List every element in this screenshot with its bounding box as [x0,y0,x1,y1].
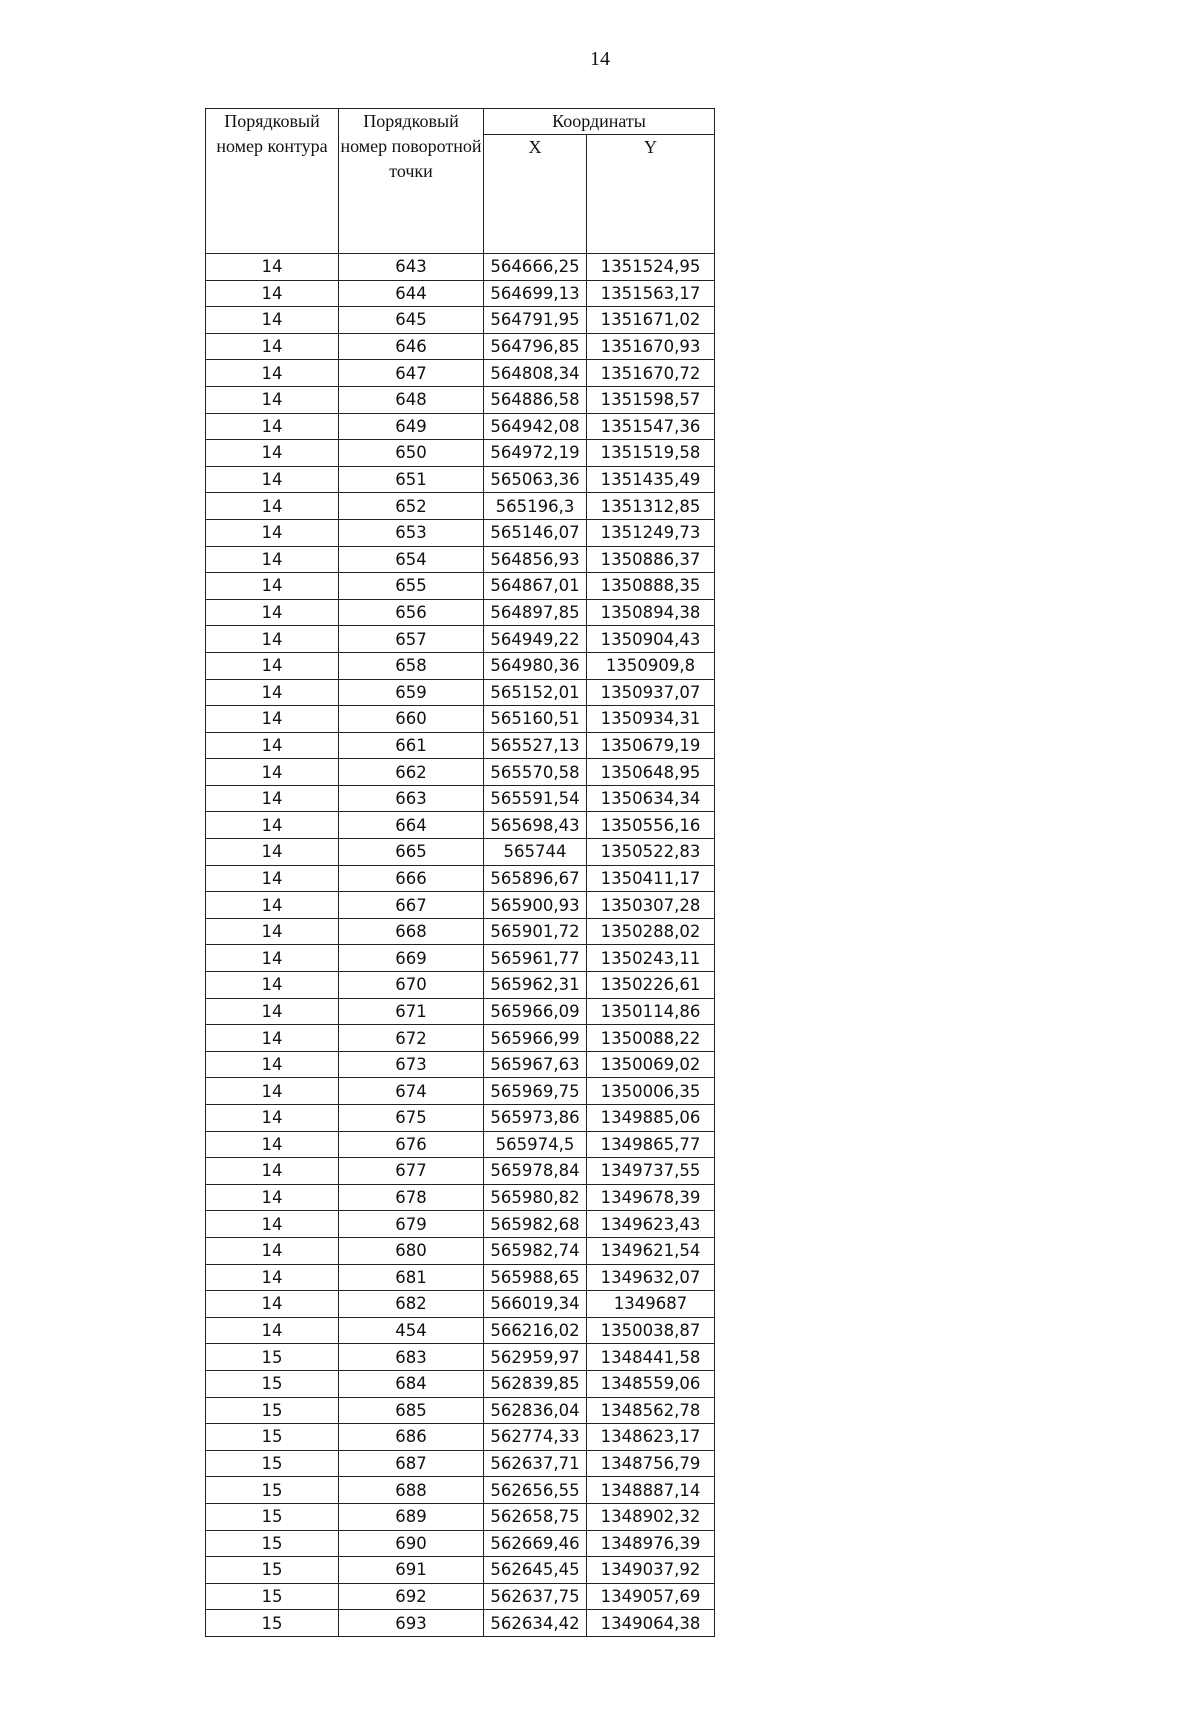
header-y: Y [587,135,715,254]
cell-x: 565982,68 [484,1211,587,1238]
cell-contour-number: 14 [206,1078,339,1105]
cell-y: 1350556,16 [587,812,715,839]
cell-contour-number: 14 [206,519,339,546]
cell-contour-number: 14 [206,493,339,520]
cell-x: 562637,71 [484,1450,587,1477]
cell-point-number: 644 [339,280,484,307]
table-row [206,1557,715,1584]
cell-point-number: 658 [339,652,484,679]
cell-point-number: 653 [339,519,484,546]
table-row [206,1477,715,1504]
table-row [206,626,715,653]
table-row [206,1397,715,1424]
table-row [206,1158,715,1185]
cell-y: 1348976,39 [587,1530,715,1557]
table-row [206,1370,715,1397]
cell-x: 565196,3 [484,493,587,520]
cell-x: 562669,46 [484,1530,587,1557]
header-coordinates: Координаты [484,109,715,135]
table-row [206,599,715,626]
cell-y: 1348902,32 [587,1503,715,1530]
cell-x: 562774,33 [484,1424,587,1451]
cell-x: 562637,75 [484,1583,587,1610]
table-row [206,1051,715,1078]
cell-contour-number: 14 [206,599,339,626]
cell-x: 565527,13 [484,732,587,759]
cell-y: 1350243,11 [587,945,715,972]
cell-x: 564897,85 [484,599,587,626]
table-row [206,1583,715,1610]
cell-y: 1350114,86 [587,998,715,1025]
cell-contour-number: 14 [206,1237,339,1264]
cell-y: 1348441,58 [587,1344,715,1371]
cell-x: 565570,58 [484,759,587,786]
cell-y: 1349621,54 [587,1237,715,1264]
cell-contour-number: 14 [206,1158,339,1185]
cell-x: 562658,75 [484,1503,587,1530]
cell-y: 1348559,06 [587,1370,715,1397]
table-row [206,892,715,919]
cell-point-number: 664 [339,812,484,839]
header-x: X [484,135,587,254]
cell-contour-number: 15 [206,1530,339,1557]
cell-contour-number: 14 [206,466,339,493]
cell-x: 565698,43 [484,812,587,839]
cell-y: 1350909,8 [587,652,715,679]
cell-contour-number: 14 [206,333,339,360]
cell-contour-number: 14 [206,865,339,892]
cell-y: 1349737,55 [587,1158,715,1185]
cell-contour-number: 14 [206,1131,339,1158]
table-row [206,386,715,413]
cell-y: 1351519,58 [587,440,715,467]
cell-contour-number: 14 [206,573,339,600]
cell-y: 1349885,06 [587,1105,715,1132]
cell-contour-number: 14 [206,918,339,945]
cell-contour-number: 14 [206,812,339,839]
cell-point-number: 656 [339,599,484,626]
cell-x: 565901,72 [484,918,587,945]
table-row [206,280,715,307]
cell-point-number: 667 [339,892,484,919]
cell-y: 1351249,73 [587,519,715,546]
cell-point-number: 674 [339,1078,484,1105]
cell-y: 1349623,43 [587,1211,715,1238]
cell-contour-number: 15 [206,1503,339,1530]
cell-point-number: 678 [339,1184,484,1211]
table-row [206,785,715,812]
cell-x: 565961,77 [484,945,587,972]
cell-point-number: 677 [339,1158,484,1185]
cell-x: 564972,19 [484,440,587,467]
cell-contour-number: 14 [206,892,339,919]
cell-contour-number: 14 [206,280,339,307]
cell-x: 565973,86 [484,1105,587,1132]
table-row [206,1291,715,1318]
cell-x: 565962,31 [484,972,587,999]
table-row [206,1503,715,1530]
cell-y: 1351524,95 [587,254,715,281]
cell-x: 564942,08 [484,413,587,440]
cell-point-number: 682 [339,1291,484,1318]
cell-point-number: 670 [339,972,484,999]
cell-contour-number: 14 [206,254,339,281]
table-row [206,865,715,892]
cell-point-number: 673 [339,1051,484,1078]
cell-point-number: 687 [339,1450,484,1477]
cell-y: 1351670,72 [587,360,715,387]
cell-y: 1349865,77 [587,1131,715,1158]
table-row [206,1211,715,1238]
cell-point-number: 662 [339,759,484,786]
cell-contour-number: 14 [206,679,339,706]
cell-y: 1350307,28 [587,892,715,919]
cell-y: 1350038,87 [587,1317,715,1344]
table-row [206,839,715,866]
cell-x: 565974,5 [484,1131,587,1158]
cell-point-number: 690 [339,1530,484,1557]
table-row [206,307,715,334]
table-row [206,254,715,281]
cell-x: 562959,97 [484,1344,587,1371]
table-row [206,732,715,759]
cell-point-number: 645 [339,307,484,334]
table-row [206,360,715,387]
cell-x: 564666,25 [484,254,587,281]
table-row [206,1450,715,1477]
cell-contour-number: 14 [206,360,339,387]
table-row [206,1237,715,1264]
cell-point-number: 685 [339,1397,484,1424]
cell-contour-number: 14 [206,1291,339,1318]
table-row [206,706,715,733]
cell-x: 566019,34 [484,1291,587,1318]
cell-y: 1350634,34 [587,785,715,812]
cell-y: 1350934,31 [587,706,715,733]
cell-point-number: 454 [339,1317,484,1344]
cell-contour-number: 15 [206,1450,339,1477]
cell-x: 565967,63 [484,1051,587,1078]
cell-y: 1348887,14 [587,1477,715,1504]
table-header [206,109,715,254]
cell-point-number: 649 [339,413,484,440]
table-row [206,1078,715,1105]
cell-x: 562836,04 [484,1397,587,1424]
table-row [206,998,715,1025]
cell-contour-number: 14 [206,785,339,812]
cell-point-number: 681 [339,1264,484,1291]
cell-point-number: 661 [339,732,484,759]
cell-y: 1349037,92 [587,1557,715,1584]
cell-y: 1351598,57 [587,386,715,413]
cell-point-number: 651 [339,466,484,493]
cell-y: 1349687 [587,1291,715,1318]
cell-contour-number: 15 [206,1477,339,1504]
cell-point-number: 676 [339,1131,484,1158]
cell-point-number: 659 [339,679,484,706]
cell-point-number: 647 [339,360,484,387]
table-row [206,1131,715,1158]
cell-y: 1351435,49 [587,466,715,493]
table-row [206,1610,715,1637]
cell-contour-number: 14 [206,1051,339,1078]
table-row [206,945,715,972]
cell-contour-number: 14 [206,546,339,573]
cell-contour-number: 15 [206,1344,339,1371]
cell-contour-number: 14 [206,1184,339,1211]
table-row [206,1424,715,1451]
cell-y: 1349064,38 [587,1610,715,1637]
cell-y: 1350886,37 [587,546,715,573]
cell-point-number: 686 [339,1424,484,1451]
cell-contour-number: 15 [206,1583,339,1610]
cell-y: 1350088,22 [587,1025,715,1052]
cell-y: 1348623,17 [587,1424,715,1451]
table-row [206,1344,715,1371]
cell-y: 1348756,79 [587,1450,715,1477]
cell-x: 565978,84 [484,1158,587,1185]
table-row [206,1530,715,1557]
table-row [206,546,715,573]
cell-point-number: 683 [339,1344,484,1371]
cell-point-number: 668 [339,918,484,945]
cell-contour-number: 14 [206,1025,339,1052]
cell-y: 1350904,43 [587,626,715,653]
cell-contour-number: 14 [206,706,339,733]
cell-x: 565966,09 [484,998,587,1025]
page-number: 14 [590,48,610,70]
cell-x: 565980,82 [484,1184,587,1211]
cell-x: 565966,99 [484,1025,587,1052]
table-body [206,254,715,1637]
table-row [206,1264,715,1291]
cell-x: 565969,75 [484,1078,587,1105]
table-row [206,333,715,360]
cell-y: 1350411,17 [587,865,715,892]
cell-x: 564856,93 [484,546,587,573]
cell-y: 1351563,17 [587,280,715,307]
coordinates-table [205,108,715,1637]
header-point-number: Порядковый номер поворотной точки [339,109,484,254]
table-row [206,1317,715,1344]
cell-point-number: 680 [339,1237,484,1264]
cell-y: 1348562,78 [587,1397,715,1424]
cell-contour-number: 14 [206,1105,339,1132]
cell-point-number: 650 [339,440,484,467]
cell-contour-number: 14 [206,998,339,1025]
cell-contour-number: 15 [206,1610,339,1637]
table-row [206,972,715,999]
cell-contour-number: 14 [206,386,339,413]
cell-contour-number: 14 [206,1211,339,1238]
table-row [206,466,715,493]
cell-x: 565160,51 [484,706,587,733]
cell-x: 565146,07 [484,519,587,546]
cell-x: 565900,93 [484,892,587,919]
cell-contour-number: 14 [206,732,339,759]
cell-y: 1350888,35 [587,573,715,600]
cell-x: 565063,36 [484,466,587,493]
table-row [206,573,715,600]
cell-y: 1350226,61 [587,972,715,999]
cell-x: 564808,34 [484,360,587,387]
cell-point-number: 692 [339,1583,484,1610]
cell-y: 1350648,95 [587,759,715,786]
cell-y: 1350894,38 [587,599,715,626]
cell-point-number: 660 [339,706,484,733]
cell-contour-number: 14 [206,945,339,972]
cell-y: 1350288,02 [587,918,715,945]
cell-contour-number: 14 [206,626,339,653]
cell-x: 562839,85 [484,1370,587,1397]
cell-point-number: 654 [339,546,484,573]
cell-point-number: 646 [339,333,484,360]
cell-point-number: 648 [339,386,484,413]
cell-y: 1351670,93 [587,333,715,360]
cell-point-number: 691 [339,1557,484,1584]
cell-y: 1350937,07 [587,679,715,706]
cell-point-number: 693 [339,1610,484,1637]
cell-contour-number: 14 [206,1264,339,1291]
cell-point-number: 666 [339,865,484,892]
table-row [206,1025,715,1052]
header-contour-number: Порядковый номер контура [206,109,339,254]
table-row [206,812,715,839]
table-row [206,759,715,786]
cell-x: 565152,01 [484,679,587,706]
cell-contour-number: 14 [206,652,339,679]
cell-point-number: 643 [339,254,484,281]
table-row [206,413,715,440]
cell-point-number: 684 [339,1370,484,1397]
cell-x: 562634,42 [484,1610,587,1637]
cell-x: 564796,85 [484,333,587,360]
cell-x: 564867,01 [484,573,587,600]
cell-y: 1350679,19 [587,732,715,759]
cell-point-number: 657 [339,626,484,653]
cell-point-number: 665 [339,839,484,866]
cell-x: 562645,45 [484,1557,587,1584]
cell-y: 1351547,36 [587,413,715,440]
cell-x: 566216,02 [484,1317,587,1344]
cell-contour-number: 14 [206,972,339,999]
table-row [206,1184,715,1211]
cell-y: 1351312,85 [587,493,715,520]
cell-contour-number: 15 [206,1557,339,1584]
table-row [206,519,715,546]
cell-x: 564699,13 [484,280,587,307]
cell-point-number: 689 [339,1503,484,1530]
cell-point-number: 672 [339,1025,484,1052]
cell-point-number: 688 [339,1477,484,1504]
cell-point-number: 663 [339,785,484,812]
table-row [206,493,715,520]
cell-x: 564949,22 [484,626,587,653]
table-row [206,440,715,467]
cell-point-number: 675 [339,1105,484,1132]
table-row [206,679,715,706]
cell-contour-number: 14 [206,1317,339,1344]
cell-y: 1349057,69 [587,1583,715,1610]
cell-y: 1349678,39 [587,1184,715,1211]
cell-contour-number: 14 [206,307,339,334]
cell-contour-number: 14 [206,440,339,467]
table-row [206,652,715,679]
cell-y: 1350006,35 [587,1078,715,1105]
cell-y: 1349632,07 [587,1264,715,1291]
cell-point-number: 679 [339,1211,484,1238]
cell-point-number: 652 [339,493,484,520]
cell-point-number: 655 [339,573,484,600]
cell-x: 565744 [484,839,587,866]
cell-contour-number: 15 [206,1370,339,1397]
cell-point-number: 669 [339,945,484,972]
cell-x: 565988,65 [484,1264,587,1291]
cell-y: 1350069,02 [587,1051,715,1078]
cell-contour-number: 15 [206,1424,339,1451]
table-row [206,918,715,945]
cell-x: 562656,55 [484,1477,587,1504]
cell-contour-number: 14 [206,413,339,440]
cell-x: 564886,58 [484,386,587,413]
cell-x: 565982,74 [484,1237,587,1264]
cell-x: 564791,95 [484,307,587,334]
cell-contour-number: 14 [206,759,339,786]
table-row [206,1105,715,1132]
cell-x: 565591,54 [484,785,587,812]
cell-x: 565896,67 [484,865,587,892]
cell-y: 1351671,02 [587,307,715,334]
cell-x: 564980,36 [484,652,587,679]
cell-point-number: 671 [339,998,484,1025]
cell-contour-number: 15 [206,1397,339,1424]
cell-y: 1350522,83 [587,839,715,866]
cell-contour-number: 14 [206,839,339,866]
